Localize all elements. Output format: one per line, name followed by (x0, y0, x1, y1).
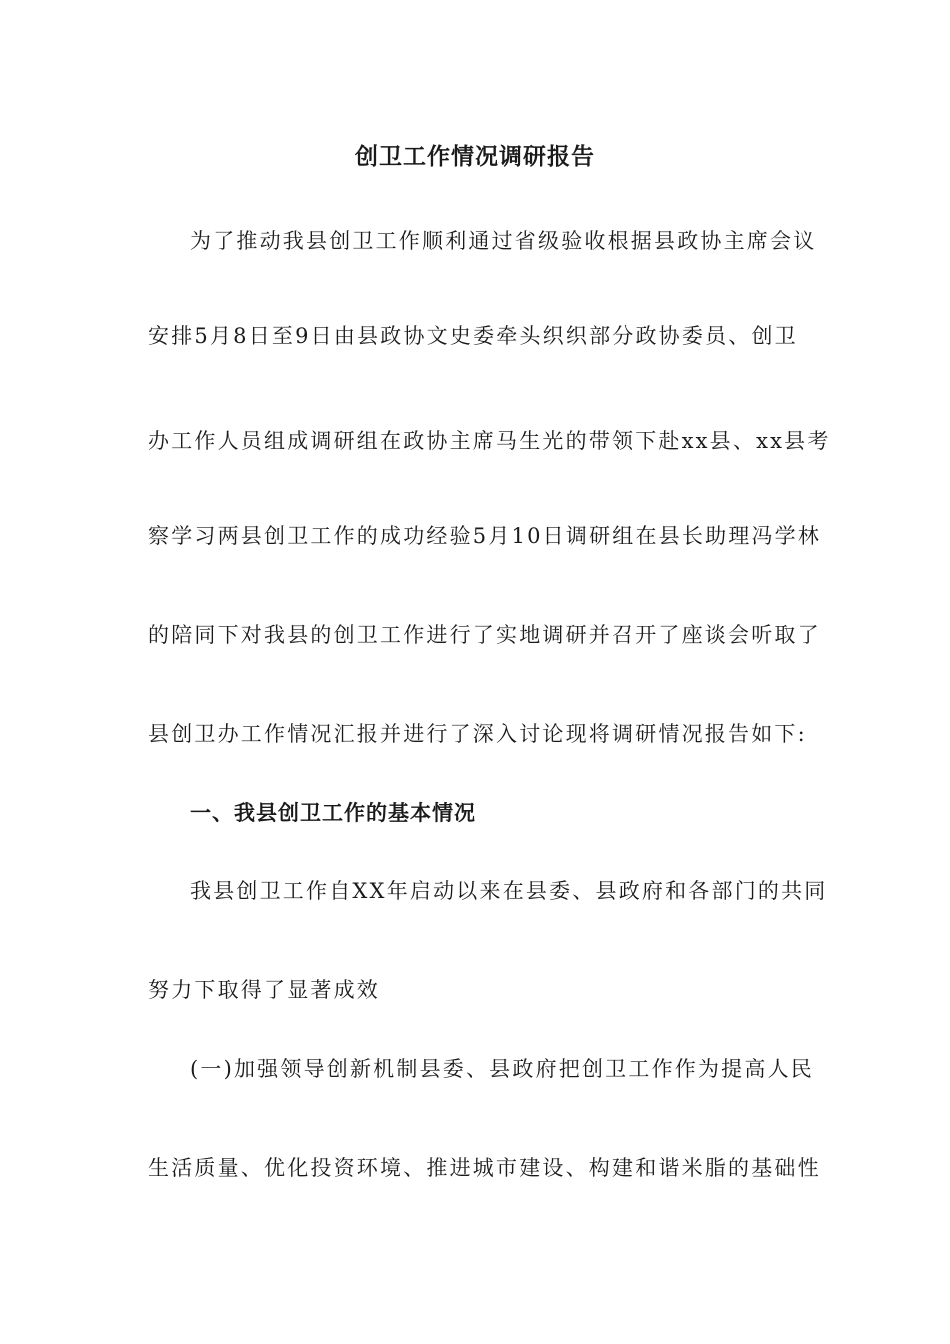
paragraph-line: 生活质量、优化投资环境、推进城市建设、构建和谐米脂的基础性 (148, 1156, 821, 1180)
paragraph-line: 努力下取得了显著成效 (148, 978, 380, 1002)
document-title: 创卫工作情况调研报告 (355, 143, 595, 170)
paragraph-line: 为了推动我县创卫工作顺利通过省级验收根据县政协主席会议 (190, 229, 817, 253)
paragraph-line: 察学习两县创卫工作的成功经验5月10日调研组在县长助理冯学林 (148, 524, 822, 548)
paragraph-line: 县创卫办工作情况汇报并进行了深入讨论现将调研情况报告如下: (148, 722, 807, 746)
section-heading: 一、我县创卫工作的基本情况 (190, 800, 476, 825)
paragraph-line: (一)加强领导创新机制县委、县政府把创卫工作作为提高人民 (190, 1057, 814, 1081)
paragraph-line: 我县创卫工作自XX年启动以来在县委、县政府和各部门的共同 (190, 879, 828, 903)
paragraph-line: 办工作人员组成调研组在政协主席马生光的带领下赴xx县、xx县考 (148, 429, 831, 453)
paragraph-line: 的陪同下对我县的创卫工作进行了实地调研并召开了座谈会听取了 (148, 623, 821, 647)
paragraph-line: 安排5月8日至9日由县政协文史委牵头织织部分政协委员、创卫 (148, 324, 798, 348)
